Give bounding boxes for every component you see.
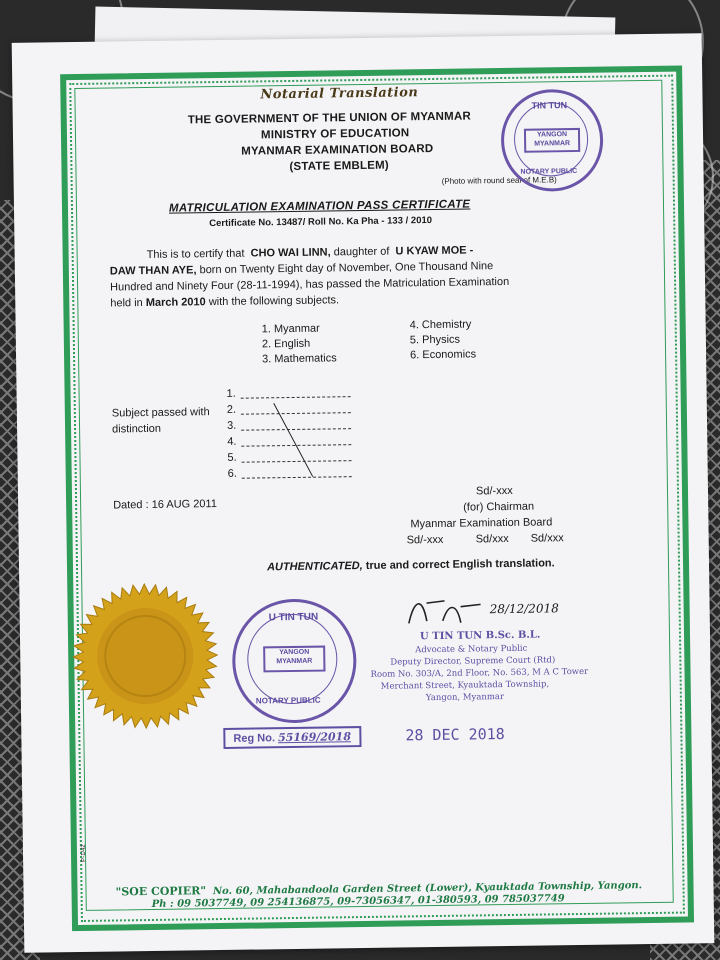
notary-title: Advocate & Notary Public (415, 643, 528, 656)
dated: Dated : 16 AUG 2011 (113, 498, 217, 512)
authenticated-line: AUTHENTICATED, true and correct English translation. (266, 557, 555, 574)
distinction-label-2: distinction (112, 422, 162, 436)
gold-seal (69, 580, 221, 732)
distinction-number: 4. (227, 435, 237, 448)
distinction-number: 2. (226, 403, 237, 416)
certificate-title: MATRICULATION EXAMINATION PASS CERTIFICATE (168, 198, 471, 215)
distinction-number: 3. (226, 419, 237, 432)
footer-phones: Ph : 09 5037749, 09 254136875, 09-73056347, 01-380593, 09 785037749 (151, 893, 565, 910)
body-line-4: held in March 2010 with the following subjects. (110, 294, 340, 310)
header-ministry: MINISTRY OF EDUCATION (260, 127, 410, 142)
registration-date: 28 DEC 2018 (405, 725, 505, 745)
notary-stamp-top: TIN TUN YANGON MYANMAR NOTARY PUBLIC (500, 89, 603, 192)
photo-note: (Photo with round seal of M.E.B) (441, 175, 557, 186)
subject-item: 5. Physics (409, 333, 461, 347)
signature-line: Sd/xxx (475, 532, 509, 546)
certificate-number: Certificate No. 13487/ Roll No. Ka Pha - 133 / 2010 (209, 215, 433, 230)
strike-line (272, 401, 323, 482)
body-line-3: Hundred and Ninety Four (28-11-1994), has passed the Matriculation Examination (110, 275, 510, 294)
notary-stamp-bottom: U TIN TUN YANGON MYANMAR NOTARY PUBLIC (231, 598, 357, 724)
signature-line: Sd/xxx (530, 532, 564, 545)
subject-item: 2. English (261, 337, 311, 351)
notary-address: Room No. 303/A, 2nd Floor, No. 563, M A C Tower (370, 666, 589, 680)
side-code: P-1/42 (80, 844, 88, 862)
body-line-2: DAW THAN AYE, born on Twenty Eight day of November, One Thousand Nine (109, 260, 494, 278)
notary-address: Yangon, Myanmar (425, 692, 505, 704)
header-emblem: (STATE EMBLEM) (289, 159, 389, 173)
signature-line: (for) Chairman (463, 500, 535, 514)
certificate-page (12, 33, 715, 953)
notary-name: U TIN TUN B.Sc. B.L. (419, 629, 541, 643)
subject-item: 3. Mathematics (262, 352, 337, 366)
notarial-title: Notarial Translation (260, 85, 419, 103)
header-government: THE GOVERNMENT OF THE UNION OF MYANMAR (187, 110, 472, 127)
notary-post: Deputy Director, Supreme Court (Rtd) (390, 655, 556, 668)
footer-address-line: "SOE COPIER" No. 60, Mahabandoola Garden Street (Lower), Kyauktada Township, Yangon. (115, 880, 643, 899)
signature-line: Sd/-xxx (406, 533, 444, 547)
signature-line: Myanmar Examination Board (410, 516, 553, 531)
subject-item: 6. Economics (409, 348, 477, 362)
registration-box: Reg No. 55169/2018 (223, 726, 361, 749)
signature-line: Sd/-xxx (475, 484, 513, 498)
subject-item: 1. Myanmar (261, 322, 320, 336)
body-line-1: This is to certify that CHO WAI LINN, daughter of U KYAW MOE - (146, 244, 474, 261)
distinction-number: 1. (226, 387, 236, 400)
distinction-label: Subject passed with (111, 406, 210, 420)
subject-item: 4. Chemistry (409, 318, 472, 332)
signature-date: 28/12/2018 (489, 601, 559, 617)
notary-signature (404, 592, 495, 633)
notary-address: Merchant Street, Kyauktada Township, (380, 679, 550, 692)
distinction-number: 6. (227, 467, 237, 480)
distinction-number: 5. (227, 451, 237, 464)
header-board: MYANMAR EXAMINATION BOARD (241, 142, 434, 158)
